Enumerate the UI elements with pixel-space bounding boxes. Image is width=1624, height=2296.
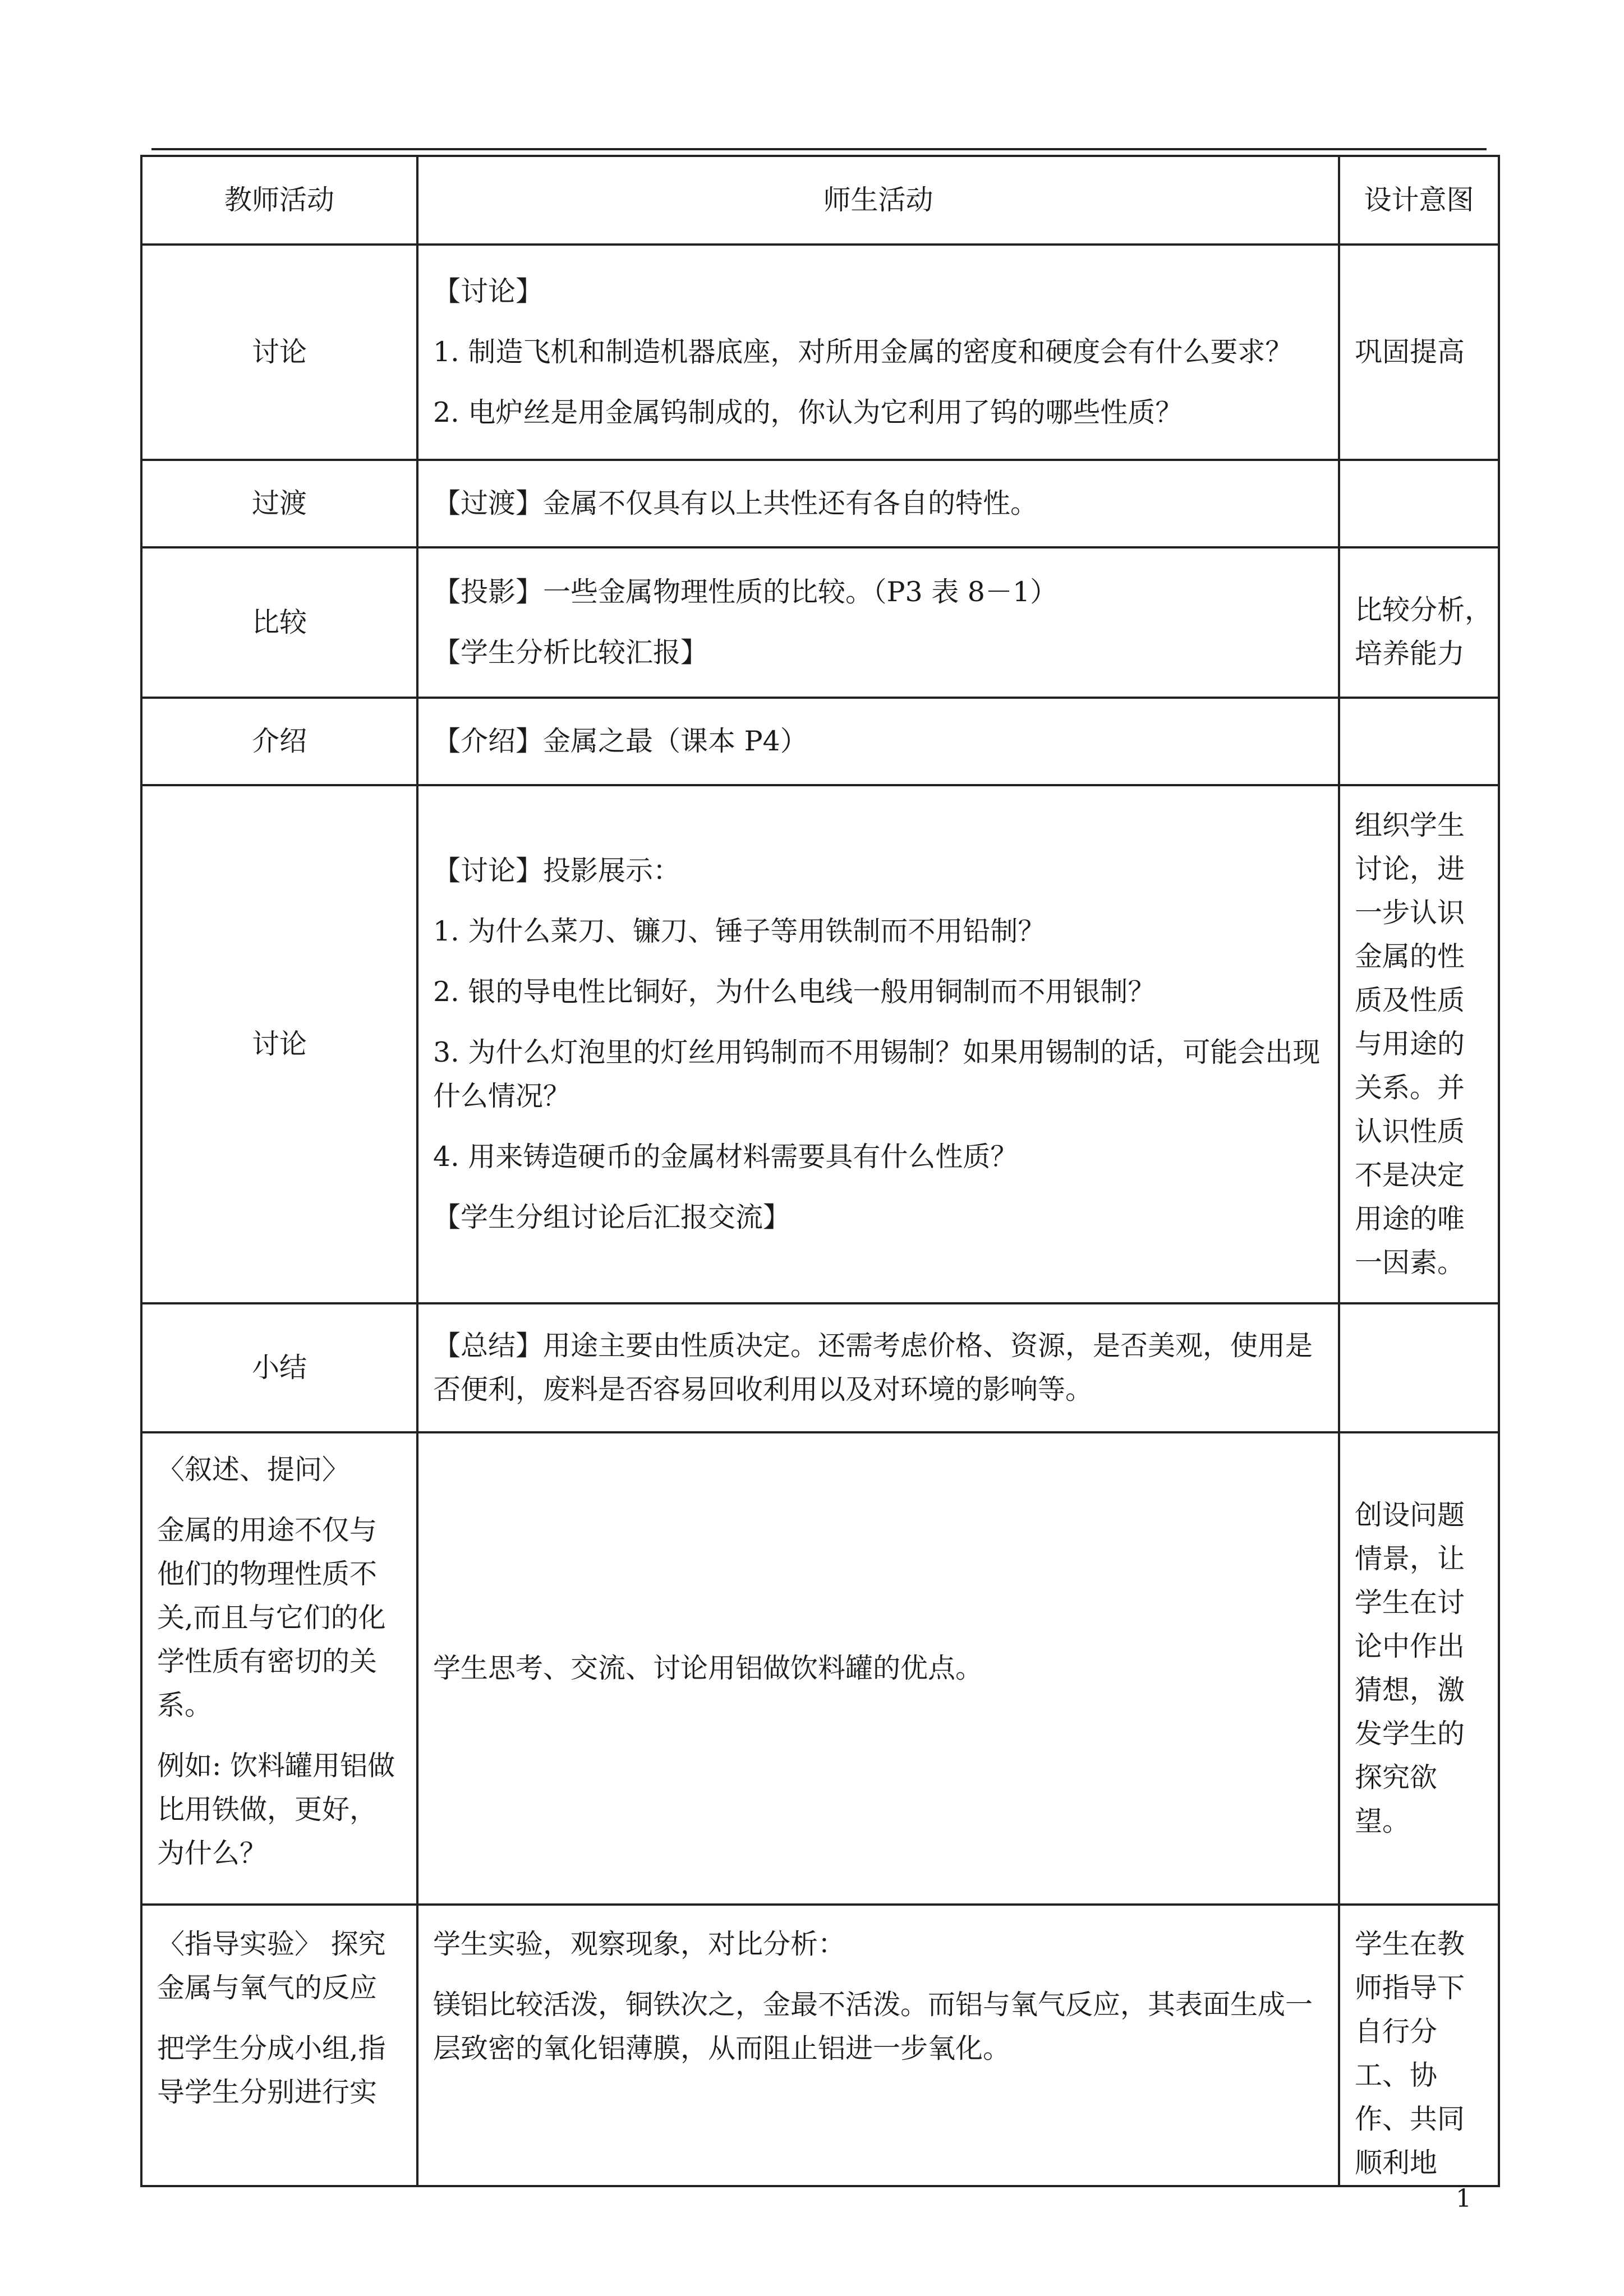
activity-text: 2. 电炉丝是用金属钨制成的，你认为它利用了钨的哪些性质？ (433, 397, 1183, 428)
activity-cell (417, 245, 1339, 460)
activity-text: 【学生分组讨论后汇报交流】 (433, 1201, 791, 1233)
page-number: 1 (1456, 2184, 1471, 2213)
activity-cell (417, 1303, 1339, 1432)
activity-text: 学生思考、交流、讨论用铝做饮料罐的优点。 (433, 1652, 983, 1684)
activity-text: 【过渡】金属不仅具有以上共性还有各自的特性。 (433, 487, 1038, 519)
teacher-cell (141, 1303, 417, 1432)
activity-cell (417, 460, 1339, 547)
table-row (141, 460, 1499, 547)
table-header-row (141, 156, 1499, 245)
intent-cell (1339, 698, 1499, 785)
teacher-cell (141, 245, 417, 460)
header-design-intent: 设计意图 (1339, 156, 1499, 245)
intent-text: 比较分析， (1355, 594, 1493, 626)
teacher-text: 讨论 (251, 336, 307, 368)
table-row (141, 245, 1499, 460)
intent-cell (1339, 1905, 1499, 2186)
teacher-text: 把学生分成小组,指导学生分别进行实 (157, 2032, 386, 2108)
header-teacher-student-activity: 师生活动 (417, 156, 1339, 245)
activity-text: 2. 银的导电性比铜好，为什么电线一般用铜制而不用银制？ (433, 976, 1156, 1008)
table-row (141, 785, 1499, 1303)
activity-text: 1. 为什么菜刀、镰刀、锤子等用铁制而不用铅制？ (433, 915, 1046, 947)
teacher-cell (141, 547, 417, 698)
intent-cell (1339, 1432, 1499, 1905)
intent-cell (1339, 1303, 1499, 1432)
intent-text: 创设问题情景，让学生在讨论中作出猜想，激发学生的探究欲望。 (1355, 1499, 1465, 1837)
intent-text: 学生在教师指导下自行分工、协作、共同顺利地 (1355, 1928, 1465, 2179)
activity-text: 1. 制造飞机和制造机器底座，对所用金属的密度和硬度会有什么要求？ (433, 336, 1293, 368)
activity-cell (417, 1432, 1339, 1905)
teacher-cell (141, 460, 417, 547)
activity-text: 4. 用来铸造硬币的金属材料需要具有什么性质？ (433, 1141, 1018, 1173)
intent-cell (1339, 460, 1499, 547)
activity-text: 【讨论】投影展示： (433, 855, 681, 887)
activity-cell (417, 785, 1339, 1303)
teacher-text: 金属的用途不仅与他们的物理性质不关,而且与它们的化学性质有密切的关系。 (157, 1514, 386, 1721)
activity-text: 镁铝比较活泼，铜铁次之，金最不活泼。而铝与氧气反应，其表面生成一层致密的氧化铝薄膜，从而阻止铝进一步氧化。 (433, 1989, 1313, 2064)
teacher-text: 比较 (251, 606, 307, 638)
activity-text: 【介绍】金属之最（课本 P4） (433, 725, 808, 757)
lesson-plan-table (140, 155, 1500, 2187)
teacher-text: 〈叙述、提问〉 (157, 1454, 350, 1486)
table-row (141, 1303, 1499, 1432)
activity-text: 【讨论】 (433, 275, 544, 307)
intent-cell (1339, 547, 1499, 698)
activity-text: 【学生分析比较汇报】 (433, 637, 709, 668)
teacher-text: 介绍 (251, 725, 307, 757)
header-rule (151, 148, 1487, 150)
teacher-text: 过渡 (251, 487, 307, 519)
table-row (141, 1432, 1499, 1905)
activity-cell (417, 547, 1339, 698)
table-row (141, 1905, 1499, 2186)
teacher-text: 例如: 饮料罐用铝做比用铁做，更好，为什么？ (157, 1750, 395, 1869)
activity-cell (417, 698, 1339, 785)
teacher-text: 〈指导实验〉 探究金属与氧气的反应 (157, 1928, 386, 2004)
table-row (141, 547, 1499, 698)
teacher-cell (141, 1905, 417, 2186)
teacher-cell (141, 785, 417, 1303)
activity-cell (417, 1905, 1339, 2186)
teacher-text: 小结 (251, 1352, 307, 1384)
activity-text: 【投影】一些金属物理性质的比较。（P3 表 8－1） (433, 576, 1058, 608)
activity-text: 学生实验，观察现象，对比分析： (433, 1928, 846, 1960)
teacher-cell (141, 1432, 417, 1905)
activity-text: 【总结】用途主要由性质决定。还需考虑价格、资源，是否美观，使用是否便利，废料是否容易回收利用以及对环境的影响等。 (433, 1330, 1313, 1405)
intent-cell (1339, 785, 1499, 1303)
header-teacher-activity: 教师活动 (141, 156, 417, 245)
intent-cell (1339, 245, 1499, 460)
intent-text: 培养能力 (1355, 638, 1465, 670)
teacher-cell (141, 698, 417, 785)
intent-text: 巩固提高 (1355, 336, 1465, 368)
intent-text: 组织学生讨论，进一步认识金属的性质及性质与用途的关系。并认识性质不是决定用途的唯一因素。 (1355, 809, 1465, 1279)
teacher-text: 讨论 (251, 1028, 307, 1060)
table-row (141, 698, 1499, 785)
activity-text: 3. 为什么灯泡里的灯丝用钨制而不用锡制？如果用锡制的话，可能会出现什么情况？ (433, 1036, 1321, 1112)
